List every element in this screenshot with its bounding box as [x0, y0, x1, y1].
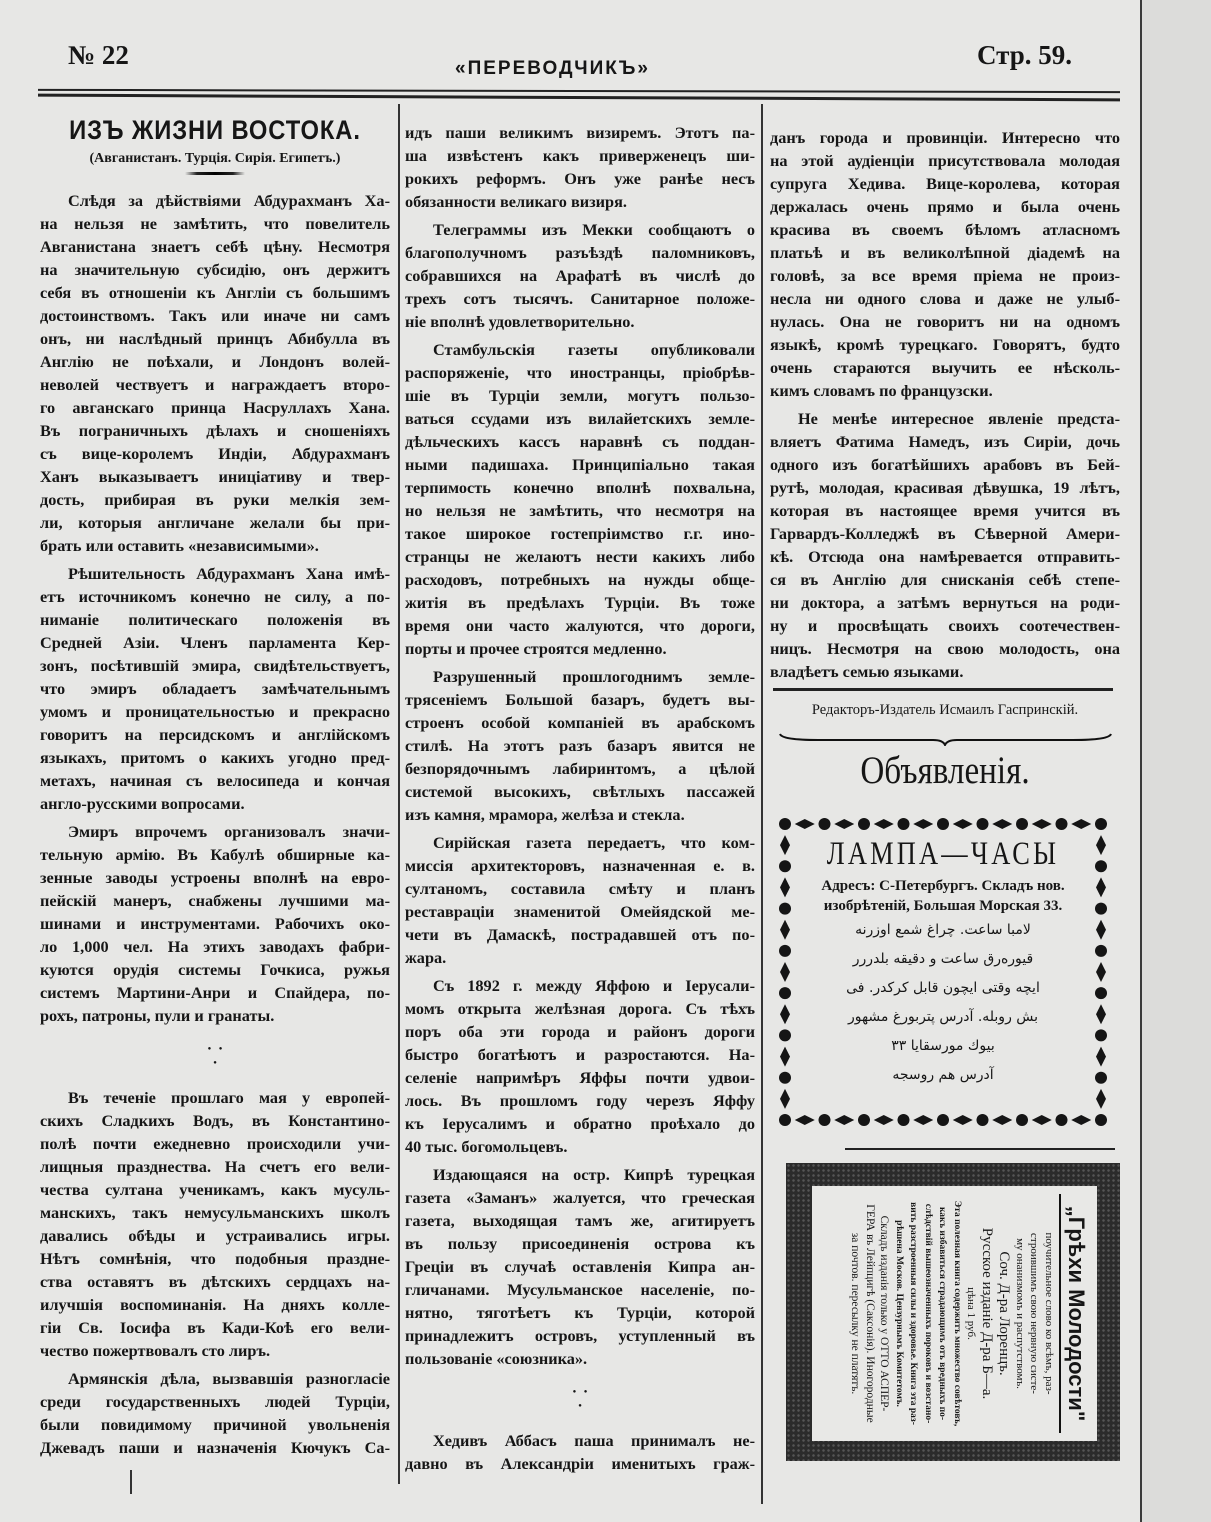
text-line: англо-русскими вопросами.	[40, 794, 245, 813]
text-line: такое широкое гостепріимство г.г. ино-	[405, 524, 755, 543]
text-line: но нельзя не замѣтить, что несмотря на	[405, 501, 755, 520]
text-line: были повидимому причиной увольненія	[40, 1415, 390, 1434]
text-line: Сирійская газета передаетъ, что ком-	[433, 833, 755, 852]
newspaper-title: «ПЕРЕВОДЧИКЪ»	[455, 58, 650, 79]
brace-ornament	[778, 730, 1113, 746]
paragraph	[770, 126, 1120, 402]
paragraph	[40, 189, 390, 557]
book-edition: Русское изданіе Д-ра Б—а.	[979, 1227, 995, 1399]
border-dot	[1095, 818, 1107, 830]
text-line: Нѣтъ сомнѣнія, что подобныя праздне-	[40, 1249, 390, 1268]
border-dot	[858, 818, 870, 830]
paragraph	[40, 1367, 390, 1459]
text-line: быстро богатѣютъ и разростаются. На-	[405, 1045, 755, 1064]
paragraph	[405, 1163, 755, 1370]
border-diamond	[953, 1115, 973, 1125]
border-dot	[898, 818, 910, 830]
text-line: стилѣ. На этотъ разъ базаръ явится не	[405, 736, 755, 755]
text-line: дѣльческихъ кассъ наравнѣ съ поддан-	[405, 432, 755, 451]
text-line: вляетъ Фатима Намедъ, изъ Сиріи, дочь	[770, 432, 1120, 451]
text-line: рокихъ реформъ. Онъ уже ранѣе несъ	[405, 169, 755, 188]
text-line: онъ, ни наслѣдный принцъ Абибулла въ	[40, 329, 390, 348]
text-line: гіи Св. Іосифа въ Кади-Коѣ его вели-	[40, 1318, 390, 1337]
text-line: давно въ Александріи именитыхъ граж-	[405, 1454, 755, 1473]
border-diamond	[1096, 835, 1106, 855]
text-line: трехъ сотъ тысячъ. Санитарное положе-	[405, 289, 755, 308]
ad-title: ЛАМПА—ЧАСЫ	[826, 836, 1060, 872]
border-dot	[779, 1072, 791, 1084]
text-line: брать или оставить «независимыми».	[40, 536, 319, 555]
text-line: умомъ и проницательностью и прекрасно	[40, 702, 390, 721]
text-line: Слѣдя за дѣйствіями Абдурахманъ Ха-	[68, 191, 390, 210]
lamp-clock-advertisement	[773, 812, 1113, 1132]
paragraph	[40, 562, 390, 815]
paragraph	[405, 831, 755, 969]
text-line: безпорядочнымъ лабиринтомъ, а цѣлой	[405, 759, 755, 778]
border-diamond	[795, 1115, 815, 1125]
text-line: лищныя празднества. На счетъ его вели-	[40, 1157, 390, 1176]
border-diamond	[874, 819, 894, 829]
section-rule	[773, 688, 1113, 691]
text-line: миссія архитекторовъ, назначенная е. в.	[405, 856, 755, 875]
text-line: ни доктора, а затѣмъ вернуться на роди-	[770, 593, 1120, 612]
text-line: султаномъ, составила смѣту и планъ	[405, 879, 755, 898]
book-subtitle-line: поучительное слово ко всѣмъ, раз-	[1042, 1231, 1055, 1395]
border-dot	[779, 1114, 791, 1126]
text-line: Не менѣе интересное явленіе предста-	[798, 409, 1120, 428]
book-subtitle-line: му онанизмомъ и распутствомъ.	[1013, 1237, 1026, 1389]
book-footer-line: ГЕРА въ Лейпцигѣ (Саксонія). Иногородные	[863, 1203, 876, 1423]
text-line: терпимость конечно вполнѣ похвальна,	[405, 478, 755, 497]
paragraph	[405, 121, 755, 213]
border-dot	[1095, 860, 1107, 872]
text-line: языкѣ, кромѣ турецкаго. Говорятъ, будто	[770, 335, 1120, 354]
border-dot	[779, 860, 791, 872]
paragraph	[405, 218, 755, 333]
text-line: лось. Въ прошломъ году черезъ Яффу	[405, 1091, 755, 1110]
page-number: Стр. 59.	[977, 40, 1073, 70]
text-line: идъ паши великимъ визиремъ. Этотъ па-	[405, 123, 755, 142]
book-footer-line: Складъ изданія только у ОТТО АСПЕР-	[878, 1215, 890, 1411]
border-dot	[937, 818, 949, 830]
ad-ottoman-line: بش روبله. آدرس پتربورغ مشهور	[847, 1009, 1039, 1025]
border-diamond	[913, 819, 933, 829]
text-line: давались обѣды и устраивались игры.	[40, 1226, 390, 1245]
text-line: кимъ словамъ по французски.	[770, 381, 993, 400]
text-line: реставраціи знаменитой Омейядской ме-	[405, 902, 755, 921]
text-line: ницъ. Несмотря на свою молодость, она	[770, 639, 1120, 658]
text-line: Средней Азіи. Членъ парламента Кер-	[40, 633, 390, 652]
text-line: рохъ, патроны, пули и гранаты.	[40, 1006, 275, 1025]
text-line: красива въ своемъ бѣломъ атласномъ	[770, 220, 1120, 239]
text-line: нулась. Она не говоритъ ни на одномъ	[770, 312, 1120, 331]
text-line: ства оставятъ въ дѣтскихъ сердцахъ на-	[40, 1272, 390, 1291]
text-line: собравшихся на Арафатѣ въ числѣ до	[405, 266, 755, 285]
text-line: принадлежитъ островъ, уступленный въ	[405, 1326, 755, 1345]
border-diamond	[795, 819, 815, 829]
ad-separator	[845, 1148, 1115, 1150]
text-line: Эмиръ впрочемъ организовалъ значи-	[68, 822, 390, 841]
text-line: Въ теченіе прошлаго мая у европей-	[68, 1088, 390, 1107]
book-footer-line: за почтов. пересылку не платятъ.	[849, 1232, 861, 1394]
text-line: чети въ Дамаскѣ, пострадавшей отъ по-	[405, 925, 755, 944]
text-line: неволей чествуетъ и награждаетъ второ-	[40, 375, 390, 394]
border-dot	[1095, 945, 1107, 957]
ad-ottoman-line: آدرس هم روسجه	[892, 1067, 994, 1083]
text-line: Разрушенный прошлогоднимъ земле-	[433, 667, 755, 686]
paragraph	[405, 974, 755, 1158]
text-line: ниманіе политическаго положенія въ	[40, 610, 390, 629]
border-dot	[1095, 903, 1107, 915]
asterism-separator: ● ● ●	[572, 1389, 588, 1409]
text-line: шинами и инструментами. Рабочихъ око-	[40, 914, 390, 933]
border-dot	[1056, 818, 1068, 830]
text-line: ли, которыя англичане желали бы при-	[40, 513, 390, 532]
text-line: супруга Хедива. Вице-королева, которая	[770, 174, 1120, 193]
border-diamond	[874, 1115, 894, 1125]
text-line: нятно, тяготѣетъ къ Турціи, которой	[405, 1303, 755, 1322]
text-line: трясеніемъ Большой базаръ, будетъ вы-	[405, 690, 755, 709]
border-diamond	[1071, 819, 1091, 829]
text-line: языкахъ, притомъ о какихъ угодно пред-	[40, 748, 390, 767]
column-divider	[398, 104, 400, 1484]
paragraph	[770, 407, 1120, 683]
text-line: 40 тыс. богомольцевъ.	[405, 1137, 568, 1156]
scan-mark	[130, 1470, 132, 1494]
border-diamond	[780, 962, 790, 982]
book-description-line: Эта полезная книга содержитъ множество совѣтовъ,	[951, 1200, 962, 1426]
text-line: системой высокихъ, свѣтлыхъ пассажей	[405, 782, 755, 801]
editor-publisher: Редакторъ-Издатель Исмаилъ Гаспринскій.	[811, 702, 1079, 718]
border-diamond	[780, 920, 790, 940]
text-line: жара.	[405, 948, 447, 967]
text-line: шіе въ Турціи земли, могутъ пользо-	[405, 386, 755, 405]
text-line: етъ источникомъ конечно не силу, а по-	[40, 587, 390, 606]
text-line: ваться ссудами изъ вилайетскихъ земле-	[405, 409, 755, 428]
ad-ottoman-line: ايچه وقتى ايچون قابل كركدر. فى	[846, 980, 1040, 996]
text-line: ну и просвѣщать своихъ соотечествен-	[770, 616, 1120, 635]
text-line: поръ оба эти города и районъ дороги	[405, 1022, 755, 1041]
ad-ottoman-line: قيوره‌رق ساعت و دقيقه بلدررر	[852, 951, 1034, 967]
article-subtitle: (Авганистанъ. Турція. Сирія. Египетъ.)	[89, 151, 341, 166]
text-line: газета, выходящая тамъ же, агитируетъ	[405, 1211, 755, 1230]
border-diamond	[1071, 1115, 1091, 1125]
text-line: метахъ, начиная съ велосипеда и кончая	[40, 771, 390, 790]
column-divider	[761, 104, 763, 1504]
border-diamond	[834, 1115, 854, 1125]
text-line: платьѣ и въ великолѣпной діадемѣ на	[770, 243, 1120, 262]
ad-ottoman-line: بيوك مورسقايا ٣٣	[891, 1038, 995, 1054]
border-diamond	[1096, 962, 1106, 982]
text-line: среди государственныхъ людей Турціи,	[40, 1392, 390, 1411]
border-diamond	[1096, 877, 1106, 897]
text-line: къ Іерусалимъ и обратно проѣхало до	[405, 1114, 755, 1133]
border-dot	[1095, 1072, 1107, 1084]
text-line: зонъ, посѣтившій эмира, свидѣтельствуетъ,	[40, 656, 390, 675]
text-line: манскихъ, такъ немусульманскихъ школъ	[40, 1203, 390, 1222]
border-dot	[779, 903, 791, 915]
border-diamond	[780, 1047, 790, 1067]
border-dot	[858, 1114, 870, 1126]
text-line: головѣ, за все время пріема не произ-	[770, 266, 1120, 285]
text-line: Греціи въ случаѣ оставленія Кипра ан-	[405, 1257, 755, 1276]
text-line: ло 1,000 чел. На этихъ заводахъ фабри-	[40, 937, 390, 956]
text-line: рутѣ, молодая, красивая дѣвушка, 19 лѣтъ,	[770, 478, 1120, 497]
text-line: илучшія воспоминанія. На дняхъ колле-	[40, 1295, 390, 1314]
text-line: странцы не желаютъ нести какихъ либо	[405, 547, 755, 566]
paragraph	[40, 1086, 390, 1362]
text-line: благополучномъ разъѣздѣ паломниковъ,	[405, 243, 755, 262]
text-line: Съ 1892 г. между Яффою и Іерусали-	[433, 976, 755, 995]
text-line: ся въ Англію для снисканія себѣ степе-	[770, 570, 1120, 589]
text-line: ша извѣстенъ какъ приверженецъ ши-	[405, 146, 755, 165]
border-dot	[1016, 1114, 1028, 1126]
ad-address-line: изобрѣтеній, Большая Морская 33.	[823, 898, 1063, 914]
border-dot	[1095, 1114, 1107, 1126]
text-line: строенъ особой компаніей въ арабскомъ	[405, 713, 755, 732]
border-dot	[779, 1029, 791, 1041]
text-line: Телеграммы изъ Мекки сообщаютъ о	[433, 220, 755, 239]
text-line: обязанности великаго визиря.	[405, 192, 627, 211]
book-subtitle-line: строившимъ свою нервную систе-	[1028, 1232, 1040, 1394]
text-line: системъ Мартини-Анри и Спайдера, по-	[40, 983, 390, 1002]
border-diamond	[834, 819, 854, 829]
border-diamond	[992, 819, 1012, 829]
border-dot	[937, 1114, 949, 1126]
text-line: которая въ настоящее время учится въ	[770, 501, 1120, 520]
border-diamond	[1096, 1004, 1106, 1024]
border-diamond	[780, 877, 790, 897]
text-line: тельную армію. Въ Кабулѣ обширные ка-	[40, 845, 390, 864]
paragraph	[405, 665, 755, 826]
text-line: ными падишаха. Принципіально такая	[405, 455, 755, 474]
paragraph	[405, 1429, 755, 1475]
book-description-line: слѣдствій вышеозначенныхъ пороковъ и возстано-	[922, 1203, 933, 1423]
article-title: ИЗЪ ЖИЗНИ ВОСТОКА.	[69, 115, 361, 145]
text-line: Въ пограничныхъ дѣлахъ и сношеніяхъ	[40, 421, 390, 440]
announcements-heading: Объявленія.	[860, 749, 1030, 792]
text-line: Хедивъ Аббасъ паша принималъ не-	[433, 1431, 755, 1450]
border-dot	[977, 1114, 989, 1126]
text-line: расходовъ, потребныхъ на нужды обще-	[405, 570, 755, 589]
column-1	[40, 112, 390, 1464]
text-line: газета «Заманъ» жалуется, что греческая	[405, 1188, 755, 1207]
text-line: Армянскія дѣла, вызвавшія разногласіе	[68, 1369, 390, 1388]
asterism-separator: ● ● ●	[207, 1046, 223, 1066]
text-line: селеніе напримѣръ Яффы почти удвои-	[405, 1068, 755, 1087]
text-line: порты и прочее строятся медленно.	[405, 639, 667, 658]
text-line: очень стараются выучить ее нѣсколь-	[770, 358, 1120, 377]
text-line: пейскій манеръ, снабжены лучшими ма-	[40, 891, 390, 910]
border-diamond	[1032, 819, 1052, 829]
text-line: гличанами. Мусульманское населеніе, по-	[405, 1280, 755, 1299]
border-dot	[819, 818, 831, 830]
text-line: ніе вполнѣ удовлетворительно.	[405, 312, 635, 331]
border-dot	[779, 818, 791, 830]
text-line: на нельзя не замѣтить, что повелитель	[40, 214, 390, 233]
text-line: Авганистана знаетъ себѣ цѣну. Несмотря	[40, 237, 390, 256]
book-price: цѣна 1 руб.	[965, 1286, 977, 1340]
text-line: момъ открыта желѣзная дорога. Съ тѣхъ	[405, 999, 755, 1018]
border-dot	[1095, 987, 1107, 999]
border-diamond	[780, 1089, 790, 1109]
text-line: житія въ предѣлахъ Турціи. Въ тоже	[405, 593, 755, 612]
text-line: одного изъ богатѣйшихъ арабовъ въ Бей-	[770, 455, 1120, 474]
book-description-line: какъ избавиться страдающимъ отъ вредныхъ по-	[937, 1206, 947, 1420]
text-line: достоинствомъ. Такъ или иначе ни самъ	[40, 306, 390, 325]
text-line: время они часто жалуются, что дороги,	[405, 616, 755, 635]
book-title: „Грѣхи Молодости"	[1059, 1194, 1091, 1433]
book-author: Соч. Д-ра Лоренцъ.	[996, 1250, 1012, 1376]
border-dot	[977, 818, 989, 830]
border-diamond	[780, 835, 790, 855]
text-line: Стамбульскія газеты опубликовали	[433, 340, 755, 359]
text-line: на этой аудіенціи присутствовала молодая	[770, 151, 1120, 170]
border-dot	[779, 987, 791, 999]
text-line: распоряженіе, что иностранцы, пріобрѣв-	[405, 363, 755, 382]
text-line: го авганскаго принца Насруллахъ Хана.	[40, 398, 390, 417]
text-line: держалась очень прямо и была очень	[770, 197, 1120, 216]
paragraph	[405, 338, 755, 660]
border-diamond	[1096, 920, 1106, 940]
text-line: Издающаяся на остр. Кипрѣ турецкая	[433, 1165, 755, 1184]
text-line: чество пожертвовалъ сто лиръ.	[40, 1341, 271, 1360]
text-line: кѣ. Отсюда она намѣревается отправить-	[770, 547, 1120, 566]
border-diamond	[913, 1115, 933, 1125]
text-line: данъ города и провинціи. Интересно что	[770, 128, 1120, 147]
text-line: Англію не поѣхали, и Лондонъ волей-	[40, 352, 390, 371]
scan-margin	[1142, 0, 1211, 1522]
text-line: пользованіе «союзника».	[405, 1349, 588, 1368]
border-dot	[1095, 1029, 1107, 1041]
border-dot	[1016, 818, 1028, 830]
scan-edge-line	[1140, 0, 1142, 1522]
issue-number: № 22	[68, 40, 129, 70]
column-3	[770, 126, 1120, 688]
paragraph	[40, 820, 390, 1027]
border-diamond	[1096, 1089, 1106, 1109]
text-line: Джевадъ паши и назначенія Кючукъ Са-	[40, 1438, 390, 1457]
ad-ottoman-line: لامبا ساعت. چراغ شمع اوزرنه	[855, 922, 1031, 938]
text-line: дость, прибирая въ руки мелкія зем-	[40, 490, 390, 509]
book-advertisement	[786, 1163, 1120, 1461]
border-diamond	[953, 819, 973, 829]
title-ornament	[185, 172, 245, 175]
column-2	[405, 121, 755, 1480]
border-dot	[779, 945, 791, 957]
text-line: Гарвардъ-Колледжѣ въ Сѣверной Амери-	[770, 524, 1120, 543]
text-line: чества султана ученикамъ, какъ мусуль-	[40, 1180, 390, 1199]
text-line: говоритъ на персидскомъ и англійскомъ	[40, 725, 390, 744]
text-line: Рѣшительность Абдурахманъ Хана имѣ-	[68, 564, 390, 583]
text-line: скихъ Сладкихъ Водъ, въ Константино-	[40, 1111, 390, 1130]
header-rule-bottom	[38, 94, 1120, 101]
header-rule-top	[38, 89, 1120, 93]
text-line: съ вице-королемъ Индіи, Абдурахманъ	[40, 444, 390, 463]
text-line: несла ни одного слова и даже не улыб-	[770, 289, 1120, 308]
border-dot	[1056, 1114, 1068, 1126]
border-diamond	[992, 1115, 1012, 1125]
border-diamond	[1096, 1047, 1106, 1067]
text-line: въ пользу присоединенія острова къ	[405, 1234, 755, 1253]
text-line: себя въ отношеніи къ Англіи съ большимъ	[40, 283, 390, 302]
border-dot	[819, 1114, 831, 1126]
text-line: владѣетъ семью языками.	[770, 662, 964, 681]
border-diamond	[780, 1004, 790, 1024]
border-diamond	[1032, 1115, 1052, 1125]
border-dot	[898, 1114, 910, 1126]
ad-address-line: Адресъ: С-Петербургъ. Складъ нов.	[821, 878, 1065, 894]
text-line: что эмиръ обладаетъ замѣчательнымъ	[40, 679, 390, 698]
text-line: куются орудія системы Гочкиса, ружья	[40, 960, 390, 979]
text-line: Ханъ выказываетъ иниціативу и твер-	[40, 467, 390, 486]
text-line: изъ камня, мрамора, желѣза и стекла.	[405, 805, 685, 824]
text-line: полѣ почти ежедневно происходили учи-	[40, 1134, 390, 1153]
text-line: на значительную субсидію, онъ держитъ	[40, 260, 390, 279]
text-line: зенные заводы устроены вполнѣ на евро-	[40, 868, 390, 887]
book-description-line: вить разстроенныя силы и здоровье. Книга эта раз-	[908, 1201, 918, 1425]
book-description-line: рѣшена Москов. Цензурнымъ Комитетомъ.	[893, 1219, 904, 1407]
